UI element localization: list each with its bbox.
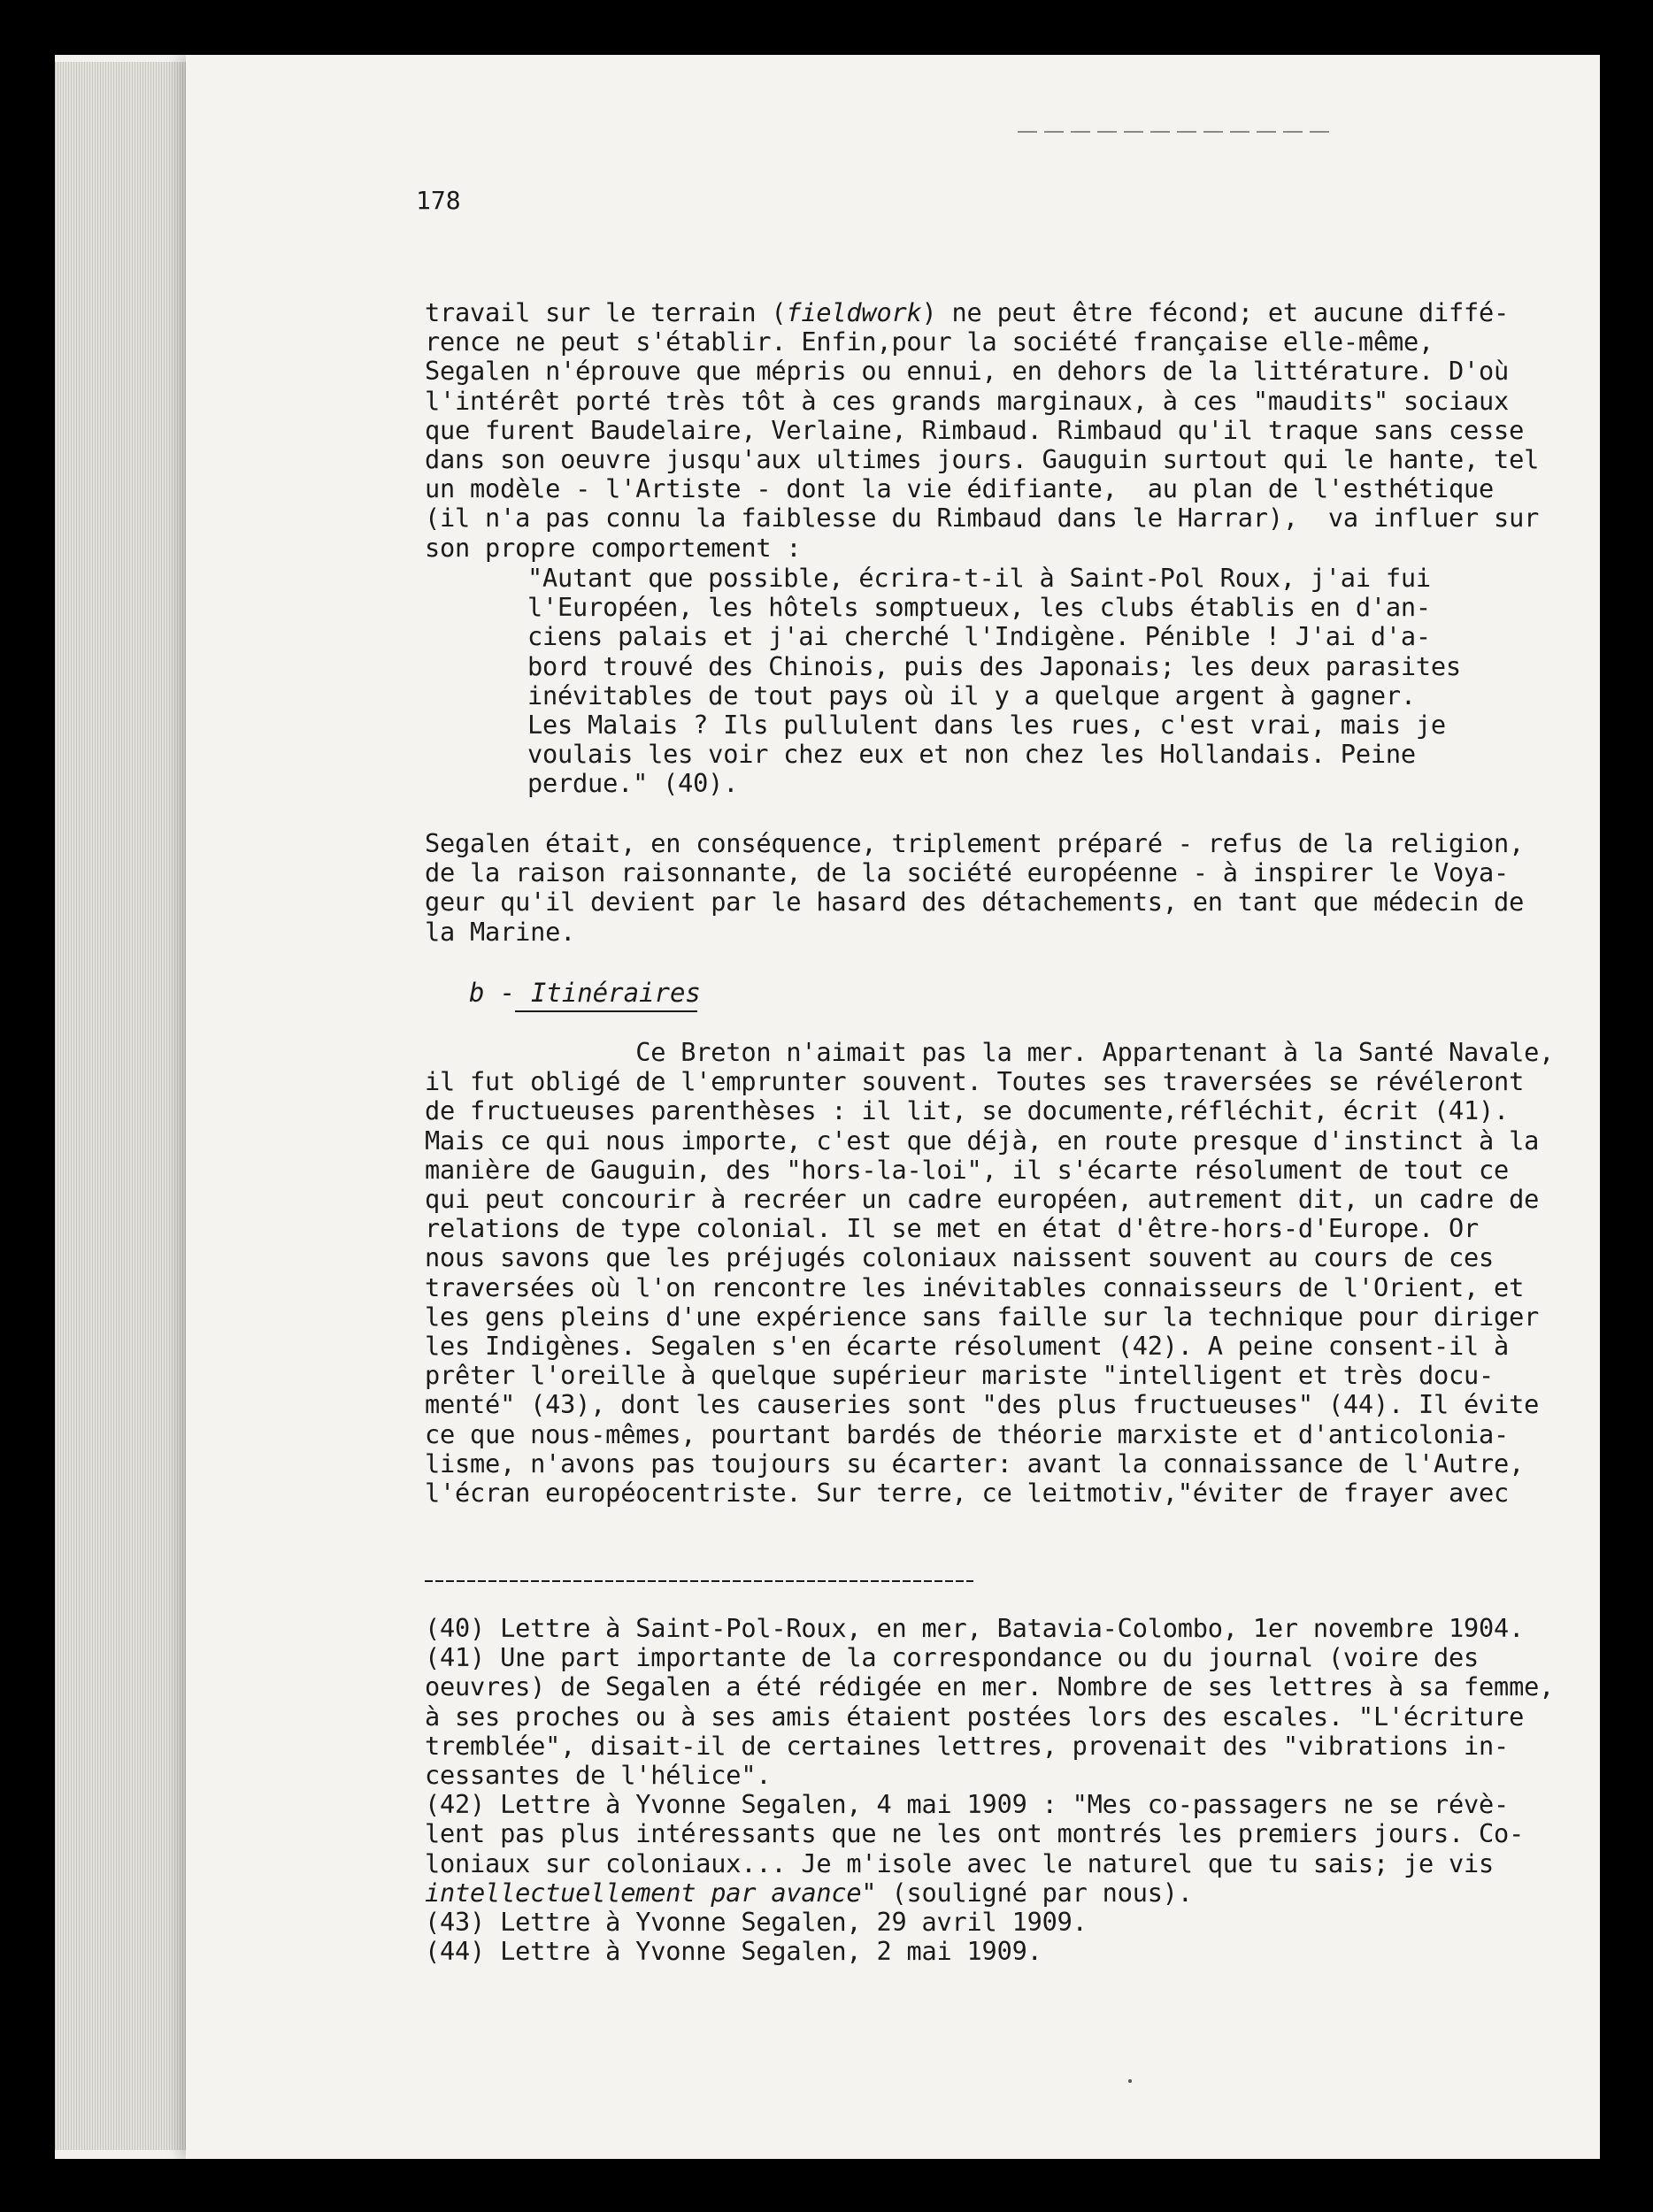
footnote-line: lent pas plus intéressants que ne les ont montrés les premiers jours. Co- — [425, 1818, 1525, 1849]
footnote-line: (42) Lettre à Yvonne Segalen, 4 mai 1909 : "Mes co-passagers ne se révè- — [425, 1789, 1510, 1820]
quote-line: Les Malais ? Ils pullulent dans les rues, c'est vrai, mais je — [527, 710, 1446, 740]
page-speck — [1128, 2079, 1132, 2083]
bleed-through-mark — [1018, 131, 1336, 133]
paragraph-3-line: Ce Breton n'aimait pas la mer. Appartenant à la Santé Navale, — [425, 1037, 1555, 1067]
paragraph-3-line: traversées où l'on rencontre les inévitables connaisseurs de l'Orient, et — [425, 1271, 1525, 1302]
footnote-line: tremblée", disait-il de certaines lettres, provenait des "vibrations in- — [425, 1730, 1510, 1761]
paragraph-3-line: les Indigènes. Segalen s'en écarte résolument (42). A peine consent-il à — [425, 1331, 1510, 1361]
paragraph-3-line: manière de Gauguin, des "hors-la-loi", il s'écarte résolument de tout ce — [425, 1154, 1510, 1185]
quote-line: inévitables de tout pays où il y a quelque argent à gagner. — [527, 680, 1416, 710]
paragraph-1-line: dans son oeuvre jusqu'aux ultimes jours. Gauguin surtout qui le hante, tel — [425, 444, 1540, 474]
paragraph-2-line: la Marine. — [425, 916, 576, 947]
paragraph-3-line: nous savons que les préjugés coloniaux naissent souvent au cours de ces — [425, 1242, 1495, 1273]
quote-line: perdue." (40). — [527, 768, 739, 799]
quote-line: "Autant que possible, écrira-t-il à Saint-Pol Roux, j'ai fui — [527, 563, 1431, 593]
paragraph-1-line: son propre comportement : — [425, 532, 802, 563]
paragraph-3-line: qui peut concourir à recréer un cadre européen, autrement dit, un cadre de — [425, 1184, 1540, 1214]
quote-line: ciens palais et j'ai cherché l'Indigène. Pénible ! J'ai d'a- — [527, 621, 1431, 652]
page-number: 178 — [416, 186, 461, 215]
paragraph-1-line: (il n'a pas connu la faiblesse du Rimbaud dans le Harrar), va influer sur — [425, 503, 1540, 534]
paragraph-2-line: de la raison raisonnante, de la société européenne - à inspirer le Voya- — [425, 857, 1510, 888]
paragraph-2-line: Segalen était, en conséquence, triplement préparé - refus de la religion, — [425, 828, 1525, 858]
quote-line: bord trouvé des Chinois, puis des Japonais; les deux parasites — [527, 650, 1461, 681]
quote-line: voulais les voir chez eux et non chez les Hollandais. Peine — [527, 739, 1416, 770]
paragraph-1-line: que furent Baudelaire, Verlaine, Rimbaud. Rimbaud qu'il traque sans cesse — [425, 414, 1525, 445]
section-heading: b - Itinéraires — [469, 978, 701, 1008]
paragraph-1-line: rence ne peut s'établir. Enfin,pour la société française elle-même, — [425, 326, 1434, 357]
paragraph-3-line: prêter l'oreille à quelque supérieur mariste "intelligent et très docu- — [425, 1360, 1495, 1391]
paragraph-3-line: les gens pleins d'une expérience sans faille sur la technique pour diriger — [425, 1301, 1540, 1332]
footnote-line: (44) Lettre à Yvonne Segalen, 2 mai 1909. — [425, 1936, 1042, 1967]
paragraph-1-line: Segalen n'éprouve que mépris ou ennui, en dehors de la littérature. D'où — [425, 356, 1510, 387]
footnote-line: (41) Une part importante de la correspondance ou du journal (voire des — [425, 1642, 1480, 1673]
footnote-line: (43) Lettre à Yvonne Segalen, 29 avril 1909. — [425, 1907, 1088, 1937]
footnote-line: à ses proches ou à ses amis étaient postées lors des escales. "L'écriture — [425, 1701, 1525, 1732]
footnote-line: intellectuellement par avance" (souligné par nous). — [425, 1877, 1193, 1908]
heading-underline — [515, 1010, 697, 1012]
footnote-line: oeuvres) de Segalen a été rédigée en mer. Nombre de ses lettres à sa femme, — [425, 1671, 1555, 1702]
footnote-line: loniaux sur coloniaux... Je m'isole avec le naturel que tu sais; je vis — [425, 1847, 1495, 1878]
paragraph-3-line: Mais ce qui nous importe, c'est que déjà, en route presque d'instinct à la — [425, 1125, 1540, 1156]
footnote-line: cessantes de l'hélice". — [425, 1760, 772, 1790]
footnote-separator — [425, 1580, 973, 1582]
paragraph-3-line: ce que nous-mêmes, pourtant bardés de théorie marxiste et d'anticolonia- — [425, 1418, 1510, 1449]
paragraph-3-line: relations de type colonial. Il se met en état d'être-hors-d'Europe. Or — [425, 1213, 1480, 1244]
paragraph-3-line: lisme, n'avons pas toujours su écarter: avant la connaissance de l'Autre, — [425, 1448, 1525, 1479]
quote-line: l'Européen, les hôtels somptueux, les clubs établis en d'an- — [527, 592, 1431, 623]
footnote-line: (40) Lettre à Saint-Pol-Roux, en mer, Batavia-Colombo, 1er novembre 1904. — [425, 1613, 1525, 1643]
paragraph-1-line: travail sur le terrain (fieldwork) ne peut être fécond; et aucune diffé- — [425, 297, 1510, 327]
paragraph-3-line: il fut obligé de l'emprunter souvent. Toutes ses traversées se révéleront — [425, 1066, 1525, 1097]
paragraph-3-line: l'écran européocentriste. Sur terre, ce leitmotiv,"éviter de frayer avec — [425, 1478, 1510, 1508]
paragraph-3-line: de fructueuses parenthèses : il lit, se documente,réfléchit, écrit (41). — [425, 1095, 1510, 1126]
paragraph-3-line: menté" (43), dont les causeries sont "des plus fructueuses" (44). Il évite — [425, 1389, 1540, 1420]
paragraph-2-line: geur qu'il devient par le hasard des détachements, en tant que médecin de — [425, 887, 1525, 918]
paragraph-1-line: l'intérêt porté très tôt à ces grands marginaux, à ces "maudits" sociaux — [425, 385, 1510, 416]
paragraph-1-line: un modèle - l'Artiste - dont la vie édifiante, au plan de l'esthétique — [425, 473, 1495, 504]
